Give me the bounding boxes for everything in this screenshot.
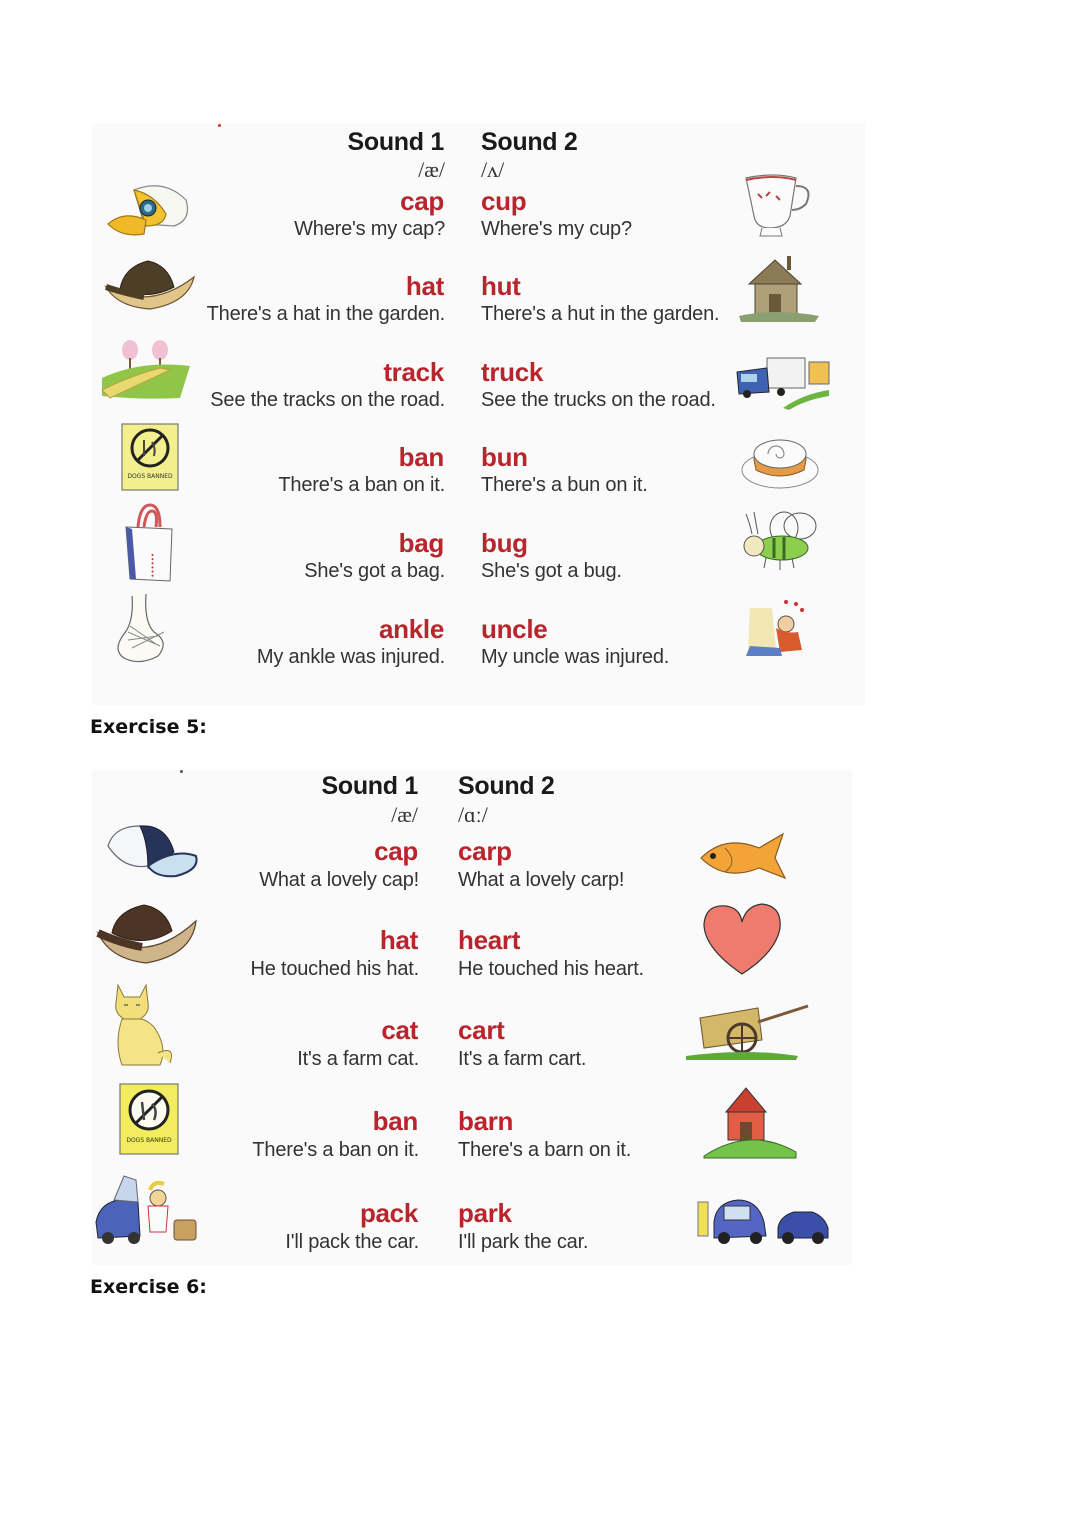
word-sound2: park (458, 1198, 512, 1228)
word-sound1: pack (359, 1198, 418, 1228)
sound2-header: Sound 2 (481, 128, 578, 156)
hat-icon (104, 257, 196, 313)
barn-icon (700, 1082, 800, 1160)
speck (218, 124, 221, 127)
word-sound1: cap (374, 836, 418, 866)
svg-text:DOGS BANNED: DOGS BANNED (127, 473, 173, 480)
sentence-sound1: What a lovely cap! (259, 869, 419, 891)
sentence-sound1: See the tracks on the road. (210, 389, 445, 411)
sentence-sound1: It's a farm cat. (297, 1048, 419, 1070)
exercise-5-label: Exercise 5: (90, 716, 207, 738)
exercise-6-label: Exercise 6: (90, 1276, 207, 1298)
hut-icon (735, 250, 821, 324)
packing-car-icon (94, 1172, 204, 1252)
sentence-sound2: There's a hut in the garden. (481, 303, 720, 325)
sentence-sound2: Where's my cup? (481, 218, 632, 240)
sentence-sound1: There's a hat in the garden. (206, 303, 445, 325)
hat-icon (96, 903, 200, 967)
cat-icon (110, 983, 182, 1069)
word-sound1: track (383, 357, 444, 387)
word-sound2: truck (481, 357, 544, 387)
sound2-ipa: /ʌ/ (481, 157, 505, 182)
cap-icon (104, 180, 196, 238)
ankle-icon (110, 592, 180, 666)
word-sound2: uncle (481, 614, 548, 644)
sentence-sound2: My uncle was injured. (481, 646, 670, 668)
sound2-ipa: /ɑː/ (458, 802, 488, 827)
word-sound1: hat (379, 925, 418, 955)
word-sound2: cart (458, 1015, 505, 1045)
sentence-sound2: I'll park the car. (458, 1231, 589, 1253)
sound1-header: Sound 1 (347, 128, 444, 156)
sentence-sound2: It's a farm cart. (458, 1048, 587, 1070)
cart-icon (686, 1000, 810, 1062)
sound1-ipa: /æ/ (418, 157, 445, 182)
word-sound1: ban (372, 1106, 418, 1136)
speck (180, 770, 183, 773)
heart-icon (700, 902, 784, 978)
word-sound1: cap (400, 186, 444, 216)
word-sound2: bug (481, 528, 528, 558)
word-sound1: cat (381, 1015, 418, 1045)
sentence-sound1: There's a ban on it. (278, 474, 445, 496)
svg-text:DOGS BANNED: DOGS BANNED (126, 1137, 172, 1144)
svg-text:••••••: •••••• (148, 553, 156, 578)
sentence-sound1: I'll pack the car. (285, 1231, 419, 1253)
sentence-sound1: He touched his hat. (250, 958, 419, 980)
word-sound2: barn (458, 1106, 514, 1136)
sentence-sound1: There's a ban on it. (252, 1139, 419, 1161)
word-sound2: cup (481, 186, 527, 216)
word-sound2: bun (481, 442, 528, 472)
dogs-banned-sign-icon (118, 1082, 182, 1158)
bag-icon (120, 503, 180, 585)
word-sound1: ban (398, 442, 444, 472)
dogs-banned-sign-icon (120, 422, 180, 494)
word-sound1: ankle (379, 614, 444, 644)
bun-icon (740, 430, 820, 490)
word-sound1: hat (405, 271, 444, 301)
bug-icon (736, 510, 822, 574)
cap-icon (104, 822, 200, 880)
word-sound2: heart (458, 925, 521, 955)
parked-cars-icon (694, 1192, 834, 1248)
fish-icon (695, 828, 789, 886)
sentence-sound2: He touched his heart. (458, 958, 644, 980)
track-icon (100, 338, 194, 402)
word-sound2: hut (481, 271, 521, 301)
sentence-sound2: She's got a bug. (481, 560, 622, 582)
sentence-sound2: There's a barn on it. (458, 1139, 632, 1161)
word-sound1: bag (398, 528, 444, 558)
sentence-sound2: See the trucks on the road. (481, 389, 716, 411)
sound1-header: Sound 1 (321, 772, 418, 800)
sentence-sound2: There's a bun on it. (481, 474, 648, 496)
teacup-icon (740, 172, 820, 240)
sentence-sound1: Where's my cap? (294, 218, 445, 240)
truck-icon (733, 350, 833, 410)
sentence-sound1: My ankle was injured. (256, 646, 445, 668)
sound2-header: Sound 2 (458, 772, 555, 800)
injured-uncle-icon (742, 598, 818, 664)
sentence-sound2: What a lovely carp! (458, 869, 625, 891)
sentence-sound1: She's got a bag. (304, 560, 445, 582)
sound1-ipa: /æ/ (391, 802, 418, 827)
word-sound2: carp (458, 836, 512, 866)
